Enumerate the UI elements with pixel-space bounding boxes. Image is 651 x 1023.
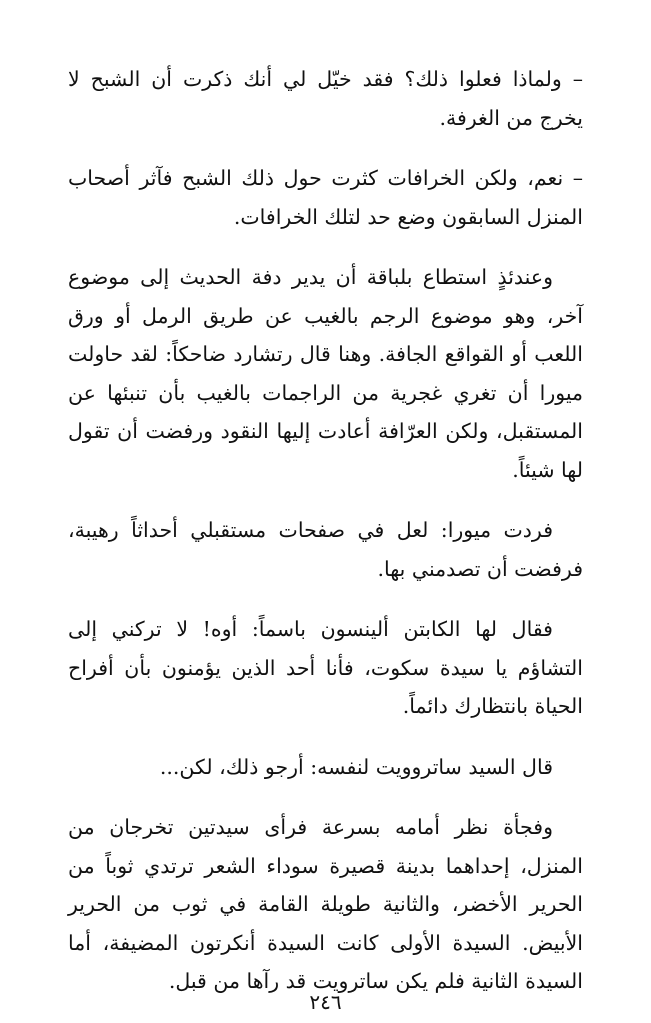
page-number: ٢٤٦ [309,990,342,1014]
paragraph-narration-4: قال السيد ساتروويت لنفسه: أرجو ذلك، لكن... [159,754,553,779]
body-text [68,60,583,1023]
paragraph-dialogue-1: – ولماذا فعلوا ذلك؟ فقد خيّل لي أنك ذكرت أن الشبح لا يخرج من الغرفة. [68,67,583,130]
paragraph-narration-1: وعندئذٍ استطاع بلباقة أن يدير دفة الحديث إلى موضوع آخر، وهو موضوع الرجم بالغيب عن طريق الرمل أو ورق اللعب أو القواقع الجافة. وهنا قال رتشارد ضاحكاً: لقد حاولت ميورا أن تغري غجرية من الراجمات بالغيب بأن تنبئها عن المستقبل، ولكن العرّافة أعادت إليها النقود ورفضت أن تقول لها شيئاً. [68,265,583,482]
paragraph-narration-5: وفجأة نظر أمامه بسرعة فرأى سيدتين تخرجان من المنزل، إحداهما بدينة قصيرة سوداء الشعر ترتدي ثوباً من الحرير الأخضر، والثانية طويلة القامة في ثوب من الحرير الأبيض. السيدة الأولى كانت السيدة أنكرتون المضيفة، أما السيدة الثانية فلم يكن ساترويت قد رآها من قبل. [68,815,583,993]
paragraph-narration-2: فردت ميورا: لعل في صفحات مستقبلي أحداثاً رهيبة، فرفضت أن تصدمني بها. [68,518,583,581]
paragraph-narration-3: فقال لها الكابتن ألينسون باسماً: أوه! لا تركني إلى التشاؤم يا سيدة سكوت، فأنا أحد الذين يؤمنون بأن أفراح الحياة بانتظارك دائماً. [68,617,583,718]
paragraph-dialogue-2: – نعم، ولكن الخرافات كثرت حول ذلك الشبح فآثر أصحاب المنزل السابقون وضع حد لتلك الخرافات. [68,166,583,229]
